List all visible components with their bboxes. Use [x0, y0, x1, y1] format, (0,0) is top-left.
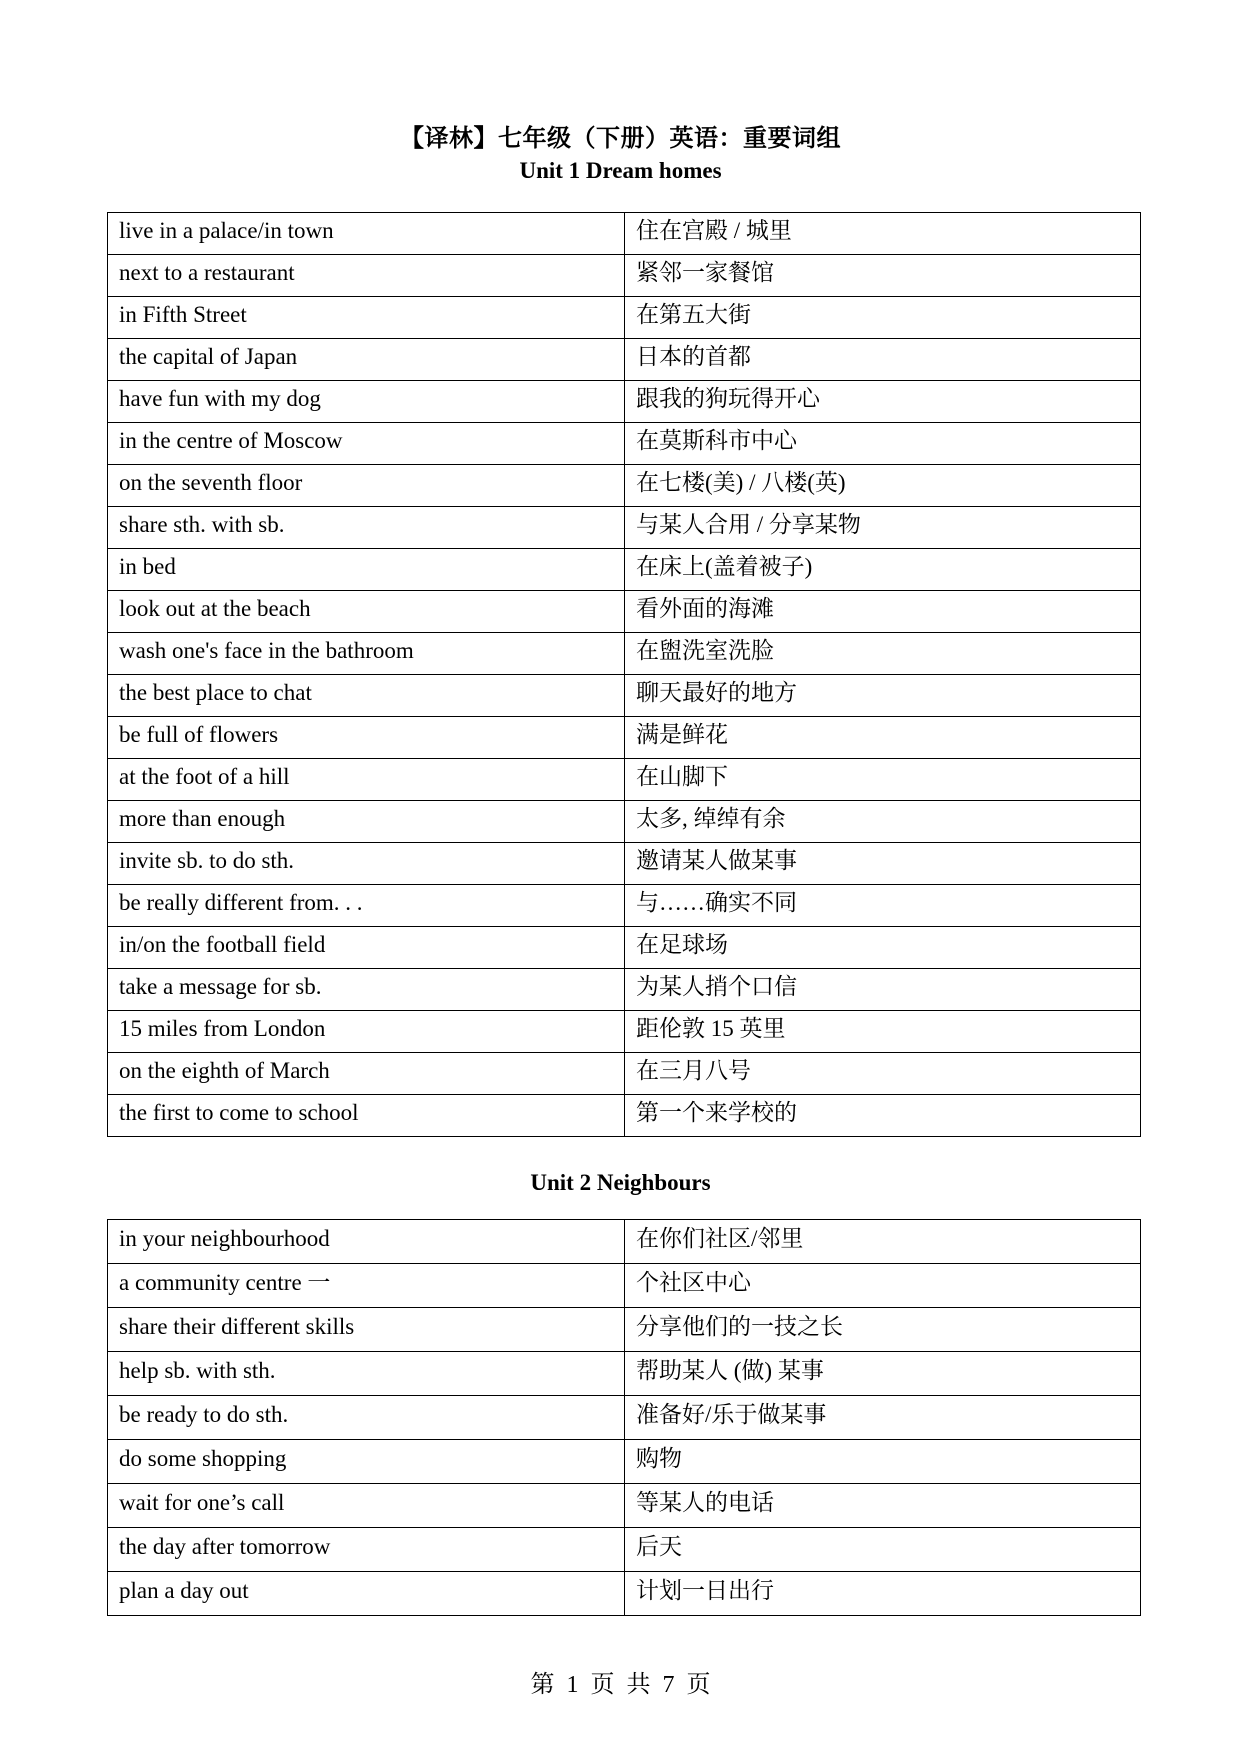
table-row: [108, 1095, 1141, 1137]
phrase-chinese: 后天: [625, 1528, 1141, 1572]
phrase-english: more than enough: [108, 801, 625, 843]
phrase-english: the capital of Japan: [108, 339, 625, 381]
phrase-chinese: 距伦敦 15 英里: [625, 1011, 1141, 1053]
page-footer: 第 1 页 共 7 页: [530, 1672, 711, 1698]
phrase-english: wash one's face in the bathroom: [108, 633, 625, 675]
table-row: [108, 927, 1141, 969]
phrase-chinese: 紧邻一家餐馆: [625, 255, 1141, 297]
phrase-english: a community centre 一: [108, 1264, 625, 1308]
table-row: [108, 717, 1141, 759]
phrase-english: take a message for sb.: [108, 969, 625, 1011]
phrase-chinese: 第一个来学校的: [625, 1095, 1141, 1137]
table-row: [108, 213, 1141, 255]
table-row: [108, 633, 1141, 675]
phrase-english: 15 miles from London: [108, 1011, 625, 1053]
phrase-english: share their different skills: [108, 1308, 625, 1352]
phrase-chinese: 在床上(盖着被子): [625, 549, 1141, 591]
table-row: [108, 1440, 1141, 1484]
phrase-chinese: 与……确实不同: [625, 885, 1141, 927]
page-title: 【译林】七年级（下册）英语：重要词组: [400, 126, 841, 152]
phrase-english: share sth. with sb.: [108, 507, 625, 549]
phrase-english: have fun with my dog: [108, 381, 625, 423]
table-row: [108, 1308, 1141, 1352]
phrase-english: in bed: [108, 549, 625, 591]
phrase-chinese: 在七楼(美) / 八楼(英): [625, 465, 1141, 507]
phrase-english: in the centre of Moscow: [108, 423, 625, 465]
table-row: [108, 507, 1141, 549]
phrase-chinese: 跟我的狗玩得开心: [625, 381, 1141, 423]
table-row: [108, 1053, 1141, 1095]
table-row: [108, 1011, 1141, 1053]
table-row: [108, 885, 1141, 927]
table-row: [108, 969, 1141, 1011]
table-row: [108, 801, 1141, 843]
phrase-chinese: 太多, 绰绰有余: [625, 801, 1141, 843]
phrase-chinese: 住在宫殿 / 城里: [625, 213, 1141, 255]
vocab-table-unit-2: [107, 1219, 1141, 1616]
table-row: [108, 1528, 1141, 1572]
table-row: [108, 1572, 1141, 1616]
table-row: [108, 255, 1141, 297]
table-row: [108, 675, 1141, 717]
table-row: [108, 1484, 1141, 1528]
table-row: [108, 1220, 1141, 1264]
phrase-english: invite sb. to do sth.: [108, 843, 625, 885]
phrase-chinese: 在山脚下: [625, 759, 1141, 801]
table-row: [108, 1264, 1141, 1308]
phrase-chinese: 日本的首都: [625, 339, 1141, 381]
phrase-chinese: 为某人捎个口信: [625, 969, 1141, 1011]
phrase-chinese: 看外面的海滩: [625, 591, 1141, 633]
phrase-english: plan a day out: [108, 1572, 625, 1616]
phrase-chinese: 聊天最好的地方: [625, 675, 1141, 717]
phrase-chinese: 在你们社区/邻里: [625, 1220, 1141, 1264]
phrase-english: look out at the beach: [108, 591, 625, 633]
phrase-chinese: 在三月八号: [625, 1053, 1141, 1095]
phrase-chinese: 分享他们的一技之长: [625, 1308, 1141, 1352]
vocab-table-unit-1: [107, 212, 1141, 1137]
vocab-table-body: [108, 1220, 1141, 1616]
phrase-english: on the eighth of March: [108, 1053, 625, 1095]
phrase-chinese: 准备好/乐于做某事: [625, 1396, 1141, 1440]
phrase-english: in/on the football field: [108, 927, 625, 969]
phrase-english: next to a restaurant: [108, 255, 625, 297]
vocab-table-body: [108, 213, 1141, 1137]
phrase-chinese: 在第五大街: [625, 297, 1141, 339]
phrase-english: in your neighbourhood: [108, 1220, 625, 1264]
phrase-chinese: 计划一日出行: [625, 1572, 1141, 1616]
phrase-chinese: 邀请某人做某事: [625, 843, 1141, 885]
phrase-chinese: 满是鲜花: [625, 717, 1141, 759]
table-row: [108, 1396, 1141, 1440]
phrase-english: in Fifth Street: [108, 297, 625, 339]
phrase-english: be really different from. . .: [108, 885, 625, 927]
phrase-english: at the foot of a hill: [108, 759, 625, 801]
phrase-english: live in a palace/in town: [108, 213, 625, 255]
phrase-english: be ready to do sth.: [108, 1396, 625, 1440]
phrase-chinese: 个社区中心: [625, 1264, 1141, 1308]
phrase-english: the day after tomorrow: [108, 1528, 625, 1572]
phrase-english: do some shopping: [108, 1440, 625, 1484]
table-row: [108, 843, 1141, 885]
phrase-chinese: 帮助某人 (做) 某事: [625, 1352, 1141, 1396]
table-row: [108, 339, 1141, 381]
table-row: [108, 1352, 1141, 1396]
table-row: [108, 465, 1141, 507]
table-row: [108, 423, 1141, 465]
phrase-chinese: 在足球场: [625, 927, 1141, 969]
table-row: [108, 759, 1141, 801]
phrase-chinese: 等某人的电话: [625, 1484, 1141, 1528]
phrase-english: help sb. with sth.: [108, 1352, 625, 1396]
table-row: [108, 297, 1141, 339]
table-row: [108, 549, 1141, 591]
phrase-english: on the seventh floor: [108, 465, 625, 507]
phrase-chinese: 在盥洗室洗脸: [625, 633, 1141, 675]
unit-heading-unit-2: Unit 2 Neighbours: [530, 1170, 711, 1195]
phrase-english: the best place to chat: [108, 675, 625, 717]
phrase-chinese: 与某人合用 / 分享某物: [625, 507, 1141, 549]
phrase-english: the first to come to school: [108, 1095, 625, 1137]
table-row: [108, 591, 1141, 633]
phrase-english: wait for one’s call: [108, 1484, 625, 1528]
table-row: [108, 381, 1141, 423]
phrase-english: be full of flowers: [108, 717, 625, 759]
phrase-chinese: 购物: [625, 1440, 1141, 1484]
phrase-chinese: 在莫斯科市中心: [625, 423, 1141, 465]
unit-heading-unit-1: Unit 1 Dream homes: [519, 158, 722, 183]
